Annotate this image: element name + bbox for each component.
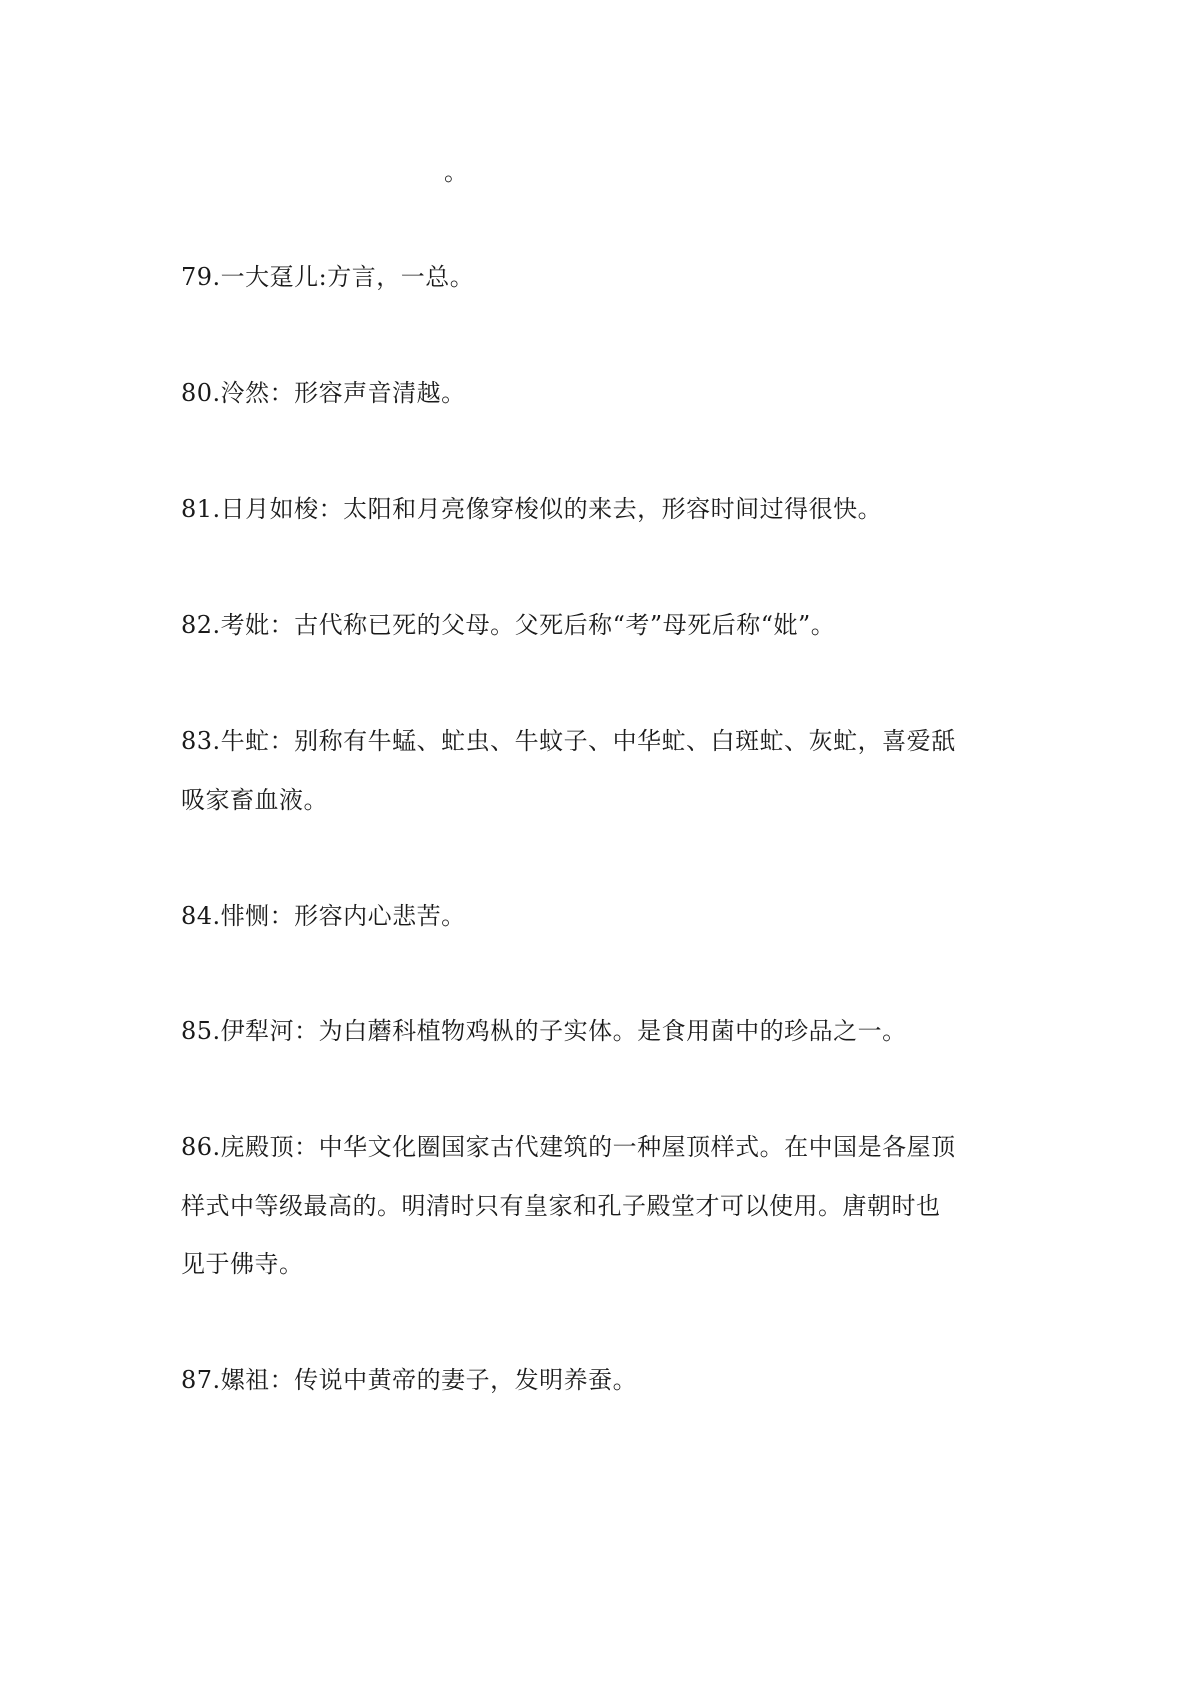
entry-86-line-1: 86.庑殿顶：中华文化圈国家古代建筑的一种屋顶样式。在中国是各屋顶 bbox=[181, 1133, 956, 1161]
entry-87: 87.嫘祖：传说中黄帝的妻子，发明养蚕。 bbox=[181, 1366, 638, 1394]
entry-80: 80.泠然：形容声音清越。 bbox=[181, 379, 466, 407]
entry-83-line-2: 吸家畜血液。 bbox=[181, 786, 328, 814]
entry-84: 84.悱恻：形容内心悲苦。 bbox=[181, 902, 466, 930]
entry-85: 85.伊犁河：为白蘑科植物鸡枞的子实体。是食用菌中的珍品之一。 bbox=[181, 1017, 907, 1045]
continued-fragment: 。 bbox=[444, 158, 468, 186]
entry-81: 81.日月如梭：太阳和月亮像穿梭似的来去，形容时间过得很快。 bbox=[181, 495, 883, 523]
entry-83-line-1: 83.牛虻：别称有牛蜢、虻虫、牛蚊子、中华虻、白斑虻、灰虻，喜爱舐 bbox=[181, 727, 956, 755]
entry-86-line-2: 样式中等级最高的。明清时只有皇家和孔子殿堂才可以使用。唐朝时也 bbox=[181, 1192, 941, 1220]
entry-82: 82.考妣：古代称已死的父母。父死后称“考”母死后称“妣”。 bbox=[181, 611, 836, 639]
entry-79: 79.一大趸儿:方言，一总。 bbox=[181, 263, 475, 291]
entry-86-line-3: 见于佛寺。 bbox=[181, 1250, 304, 1278]
